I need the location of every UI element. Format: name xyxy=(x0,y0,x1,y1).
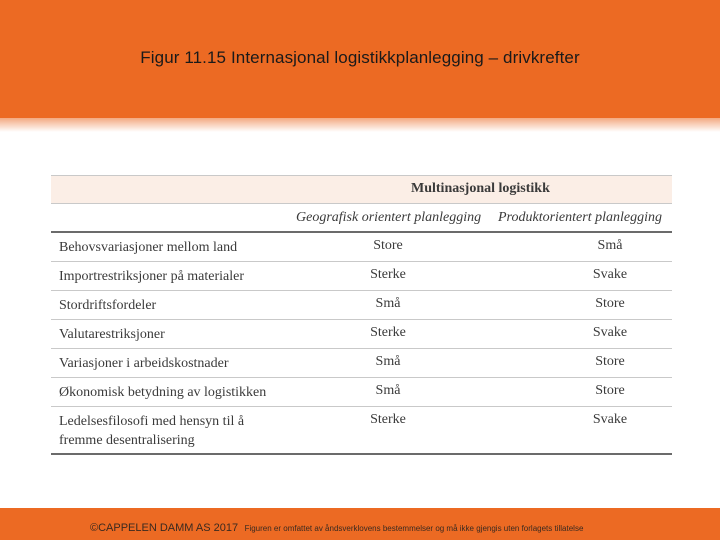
column-header-geo: Geografisk orientert planlegging xyxy=(296,210,482,225)
prod-value: Svake xyxy=(592,325,628,340)
geo-value: Små xyxy=(375,296,401,311)
prod-value: Svake xyxy=(592,412,628,427)
logistics-table xyxy=(51,175,672,455)
row-label: Variasjoner i arbeidskostnader xyxy=(59,356,229,371)
table-column-header-row xyxy=(51,204,672,233)
geo-value: Små xyxy=(375,383,401,398)
banner-shadow xyxy=(0,118,720,132)
table-row xyxy=(51,233,672,262)
prod-value: Svake xyxy=(592,267,628,282)
copyright-text: ©CAPPELEN DAMM AS 2017 xyxy=(90,522,239,534)
table-row xyxy=(51,378,672,407)
group-header: Multinasjonal logistikk xyxy=(411,181,550,196)
copyright-notice: Figuren er omfattet av åndsverklovens bestemmelser og må ikke gjengis uten forlagets tillatelse xyxy=(244,524,584,533)
geo-value: Sterke xyxy=(370,412,406,427)
table-group-header-row xyxy=(51,175,672,204)
table-row xyxy=(51,320,672,349)
table-row xyxy=(51,262,672,291)
column-header-prod: Produktorientert planlegging xyxy=(498,210,662,225)
geo-value: Små xyxy=(375,354,401,369)
prod-value: Store xyxy=(595,383,625,398)
row-label xyxy=(59,412,244,450)
table-row xyxy=(51,349,672,378)
row-label: Behovsvariasjoner mellom land xyxy=(59,240,238,255)
row-label: Økonomisk betydning av logistikken xyxy=(59,385,267,400)
prod-value: Store xyxy=(595,354,625,369)
row-label: Stordriftsfordeler xyxy=(59,298,157,313)
geo-value: Sterke xyxy=(370,267,406,282)
row-label: Valutarestriksjoner xyxy=(59,327,165,342)
table-row xyxy=(51,407,672,455)
row-label: Importrestriksjoner på materialer xyxy=(59,269,245,284)
prod-value: Små xyxy=(597,238,623,253)
geo-value: Sterke xyxy=(370,325,406,340)
footer-text xyxy=(90,518,583,536)
prod-value: Store xyxy=(595,296,625,311)
slide-title: Figur 11.15 Internasjonal logistikkplanlegging – drivkrefter xyxy=(140,48,580,67)
geo-value: Store xyxy=(373,238,403,253)
row-label-line-2: fremme desentralisering xyxy=(59,433,195,448)
row-label-line-1: Ledelsesfilosofi med hensyn til å xyxy=(59,414,245,429)
table-row xyxy=(51,291,672,320)
